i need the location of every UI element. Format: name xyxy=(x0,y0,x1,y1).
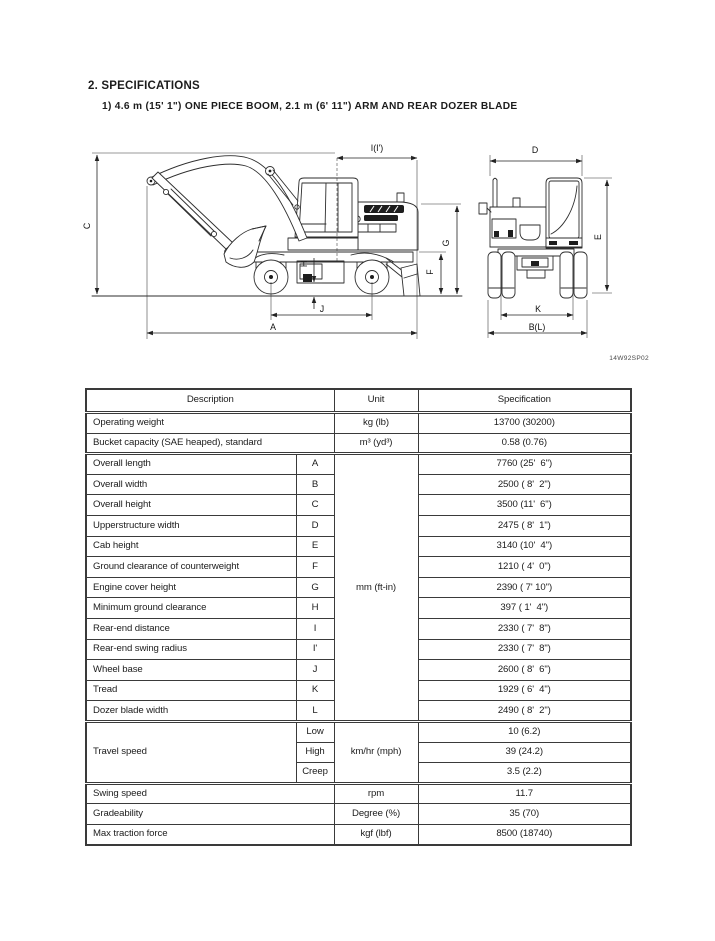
row-description: Operating weight xyxy=(86,413,334,434)
table-row xyxy=(86,824,631,845)
row-unit: kg (lb) xyxy=(334,413,418,434)
col-header-description: Description xyxy=(86,389,334,413)
row-spec: 11.7 xyxy=(418,783,631,804)
row-key: H xyxy=(296,598,334,619)
row-spec: 3140 (10' 4") xyxy=(418,536,631,557)
row-spec: 397 ( 1' 4") xyxy=(418,598,631,619)
dim-label-b: B(L) xyxy=(528,322,546,332)
row-key: I' xyxy=(296,639,334,660)
row-unit: km/hr (mph) xyxy=(334,721,418,783)
row-key: Low xyxy=(296,721,334,742)
table-row xyxy=(86,721,631,742)
table-row xyxy=(86,804,631,825)
row-key: D xyxy=(296,515,334,536)
row-key: B xyxy=(296,474,334,495)
row-spec: 39 (24.2) xyxy=(418,742,631,763)
row-spec: 2390 ( 7' 10") xyxy=(418,577,631,598)
row-spec: 13700 (30200) xyxy=(418,413,631,434)
row-description: Ground clearance of counterweight xyxy=(86,557,296,578)
dim-label-d: D xyxy=(531,145,539,155)
row-description: Overall length xyxy=(86,454,296,475)
row-spec: 2330 ( 7' 8") xyxy=(418,618,631,639)
table-row xyxy=(86,433,631,454)
section-title: 2. SPECIFICATIONS xyxy=(88,80,200,92)
dim-label-a: A xyxy=(270,322,276,332)
row-unit-mm: mm (ft-in) xyxy=(334,454,418,722)
table-header-row xyxy=(86,389,631,413)
row-spec: 35 (70) xyxy=(418,804,631,825)
row-description: Rear-end distance xyxy=(86,618,296,639)
row-spec: 2490 ( 8' 2") xyxy=(418,701,631,722)
row-spec: 2330 ( 7' 8") xyxy=(418,639,631,660)
excavator-dimension-diagram xyxy=(80,138,655,373)
row-spec: 10 (6.2) xyxy=(418,721,631,742)
table-row xyxy=(86,783,631,804)
row-description: Bucket capacity (SAE heaped), standard xyxy=(86,433,334,454)
row-spec: 1929 ( 6' 4") xyxy=(418,680,631,701)
row-description: Overall width xyxy=(86,474,296,495)
row-description: Overall height xyxy=(86,495,296,516)
col-header-unit: Unit xyxy=(334,389,418,413)
row-spec: 2600 ( 8' 6") xyxy=(418,660,631,681)
row-key: High xyxy=(296,742,334,763)
section-subtitle: 1) 4.6 m (15' 1") ONE PIECE BOOM, 2.1 m (6' 11") ARM AND REAR DOZER BLADE xyxy=(102,101,518,112)
rear-view-drawing xyxy=(479,178,587,298)
dim-label-f: F xyxy=(425,269,435,275)
row-unit: kgf (lbf) xyxy=(334,824,418,845)
row-spec: 2500 ( 8' 2") xyxy=(418,474,631,495)
row-description: Gradeability xyxy=(86,804,334,825)
row-description: Cab height xyxy=(86,536,296,557)
row-spec: 8500 (18740) xyxy=(418,824,631,845)
row-key: A xyxy=(296,454,334,475)
row-spec: 2475 ( 8' 1") xyxy=(418,515,631,536)
row-key: J xyxy=(296,660,334,681)
dim-label-g: G xyxy=(441,239,451,247)
row-key: F xyxy=(296,557,334,578)
dim-label-j: J xyxy=(319,304,325,314)
row-key: C xyxy=(296,495,334,516)
row-description: Max traction force xyxy=(86,824,334,845)
row-description: Dozer blade width xyxy=(86,701,296,722)
dim-label-i: I(I') xyxy=(370,143,384,153)
spec-table xyxy=(85,388,632,846)
row-key: I xyxy=(296,618,334,639)
row-description: Rear-end swing radius xyxy=(86,639,296,660)
row-unit: rpm xyxy=(334,783,418,804)
row-description: Minimum ground clearance xyxy=(86,598,296,619)
row-spec: 3500 (11' 6") xyxy=(418,495,631,516)
row-description: Travel speed xyxy=(86,721,296,783)
dim-label-k: K xyxy=(535,304,541,314)
row-unit: m³ (yd³) xyxy=(334,433,418,454)
row-spec: 1210 ( 4' 0") xyxy=(418,557,631,578)
row-unit: Degree (%) xyxy=(334,804,418,825)
table-row xyxy=(86,454,631,475)
col-header-specification: Specification xyxy=(418,389,631,413)
dim-label-e: E xyxy=(593,234,603,240)
dim-label-c: C xyxy=(82,222,92,230)
row-spec: 7760 (25' 6") xyxy=(418,454,631,475)
excavator-diagram-svg xyxy=(80,138,655,373)
row-description: Wheel base xyxy=(86,660,296,681)
row-description: Tread xyxy=(86,680,296,701)
row-description: Swing speed xyxy=(86,783,334,804)
row-key: G xyxy=(296,577,334,598)
row-spec: 3.5 (2.2) xyxy=(418,763,631,784)
row-key: Creep xyxy=(296,763,334,784)
table-row xyxy=(86,413,631,434)
dim-label-h: H xyxy=(299,260,309,268)
row-description: Upperstructure width xyxy=(86,515,296,536)
row-description: Engine cover height xyxy=(86,577,296,598)
side-view-drawing xyxy=(92,156,462,296)
figure-code: 14W92SP02 xyxy=(609,355,649,362)
row-key: L xyxy=(296,701,334,722)
row-key: E xyxy=(296,536,334,557)
row-key: K xyxy=(296,680,334,701)
row-spec: 0.58 (0.76) xyxy=(418,433,631,454)
